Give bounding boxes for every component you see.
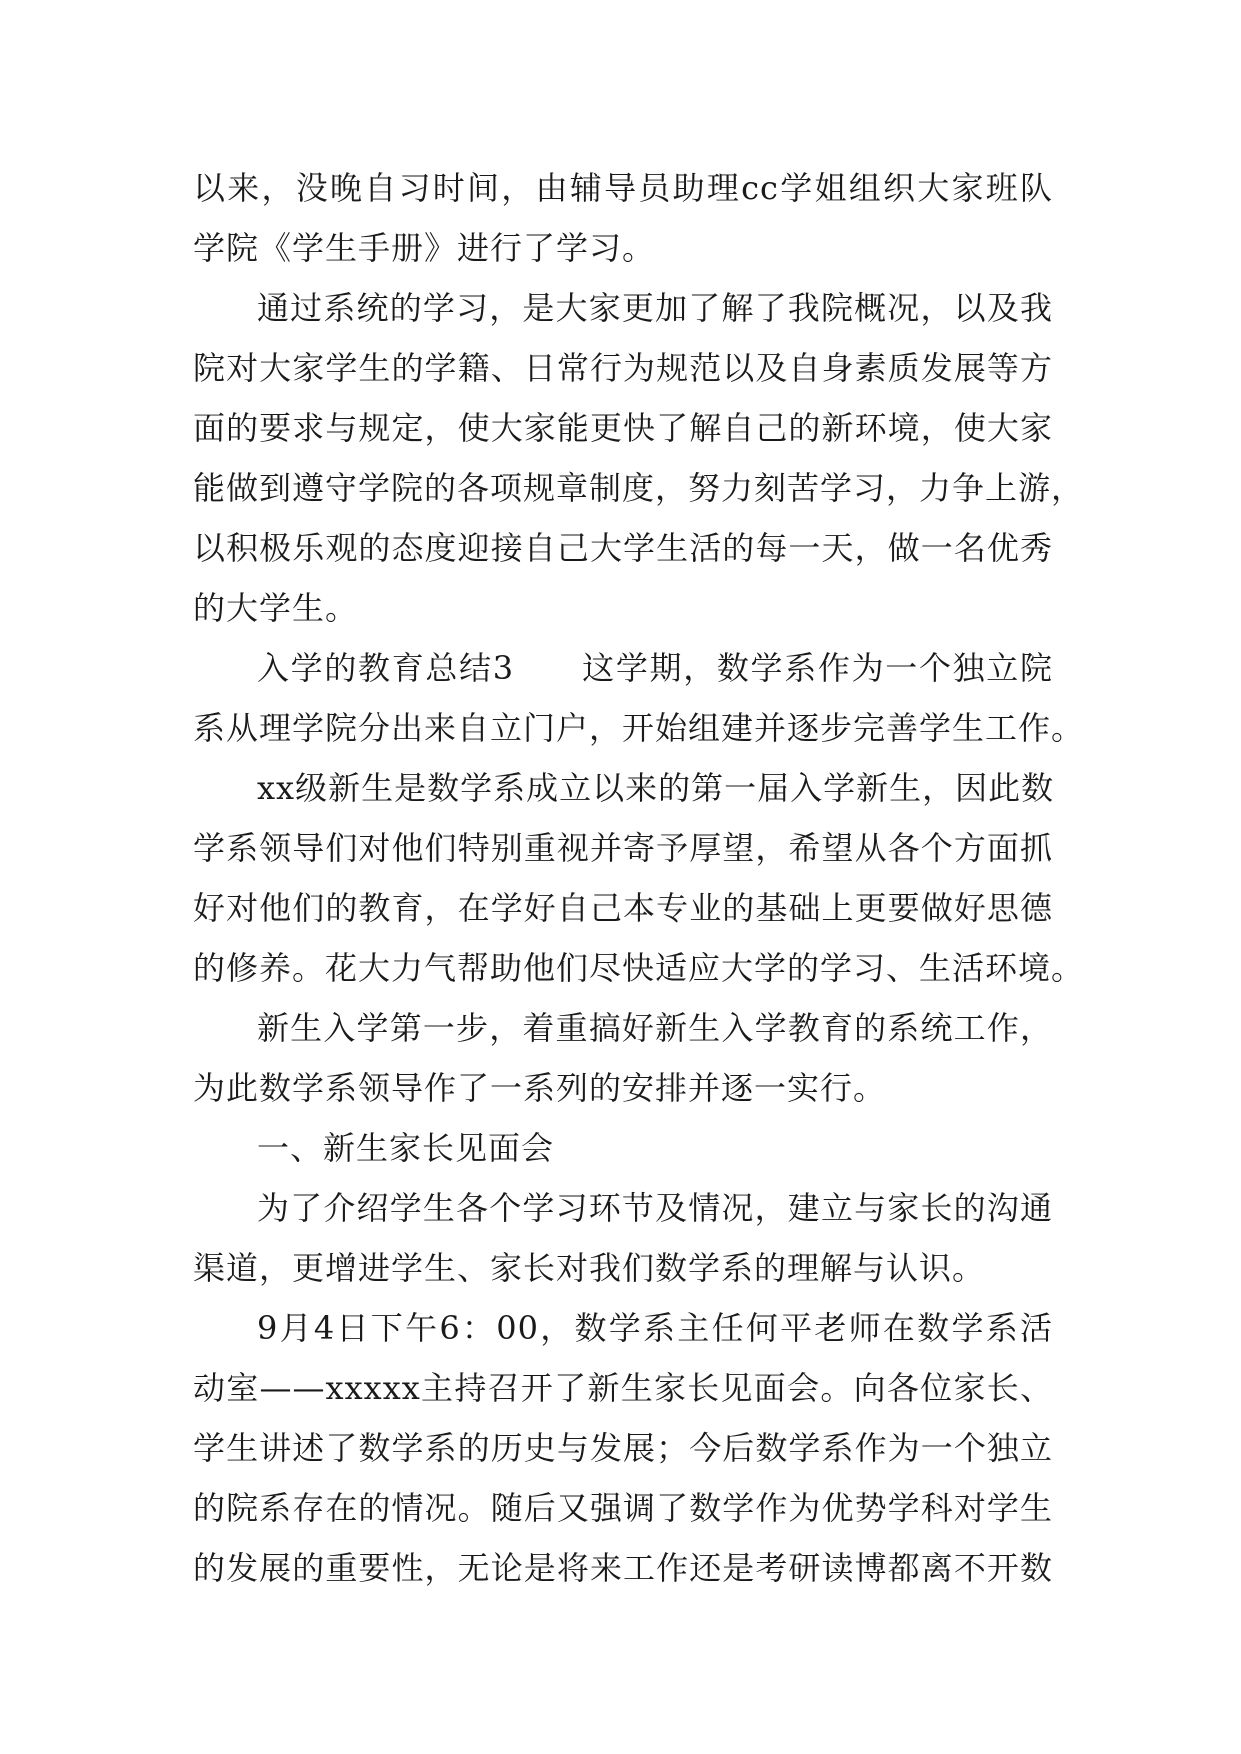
text-line: 学生讲述了数学系的历史与发展；今后数学系作为一个独立: [193, 1429, 1053, 1467]
section-heading: 一、新生家长见面会: [257, 1129, 555, 1167]
text-line: 新生入学第一步，着重搞好新生入学教育的系统工作，: [257, 1009, 1053, 1047]
text-line: 为此数学系领导作了一系列的安排并逐一实行。: [193, 1069, 887, 1107]
text-line: 9月4日下午6：00，数学系主任何平老师在数学系活: [257, 1309, 1053, 1347]
text-line: 院对大家学生的学籍、日常行为规范以及自身素质发展等方: [193, 349, 1053, 387]
text-line: 的院系存在的情况。随后又强调了数学作为优势学科对学生: [193, 1489, 1053, 1527]
text-line: 以积极乐观的态度迎接自己大学生活的每一天，做一名优秀: [193, 529, 1053, 567]
text-line: 通过系统的学习，是大家更加了解了我院概况，以及我: [257, 289, 1053, 327]
text-line: xx级新生是数学系成立以来的第一届入学新生，因此数: [257, 769, 1055, 807]
text-line: 的修养。花大力气帮助他们尽快适应大学的学习、生活环境。: [193, 949, 1085, 987]
text-line: 的发展的重要性，无论是将来工作还是考研读博都离不开数: [193, 1549, 1053, 1587]
text-line: 学院《学生手册》进行了学习。: [193, 229, 656, 267]
document-body: [193, 158, 1085, 1598]
text-line: 系从理学院分出来自立门户，开始组建并逐步完善学生工作。: [193, 709, 1085, 747]
text-line: 入学的教育总结3 这学期，数学系作为一个独立院: [257, 649, 1053, 687]
text-line: 以来，没晚自习时间，由辅导员助理cc学姐组织大家班队: [193, 169, 1053, 207]
text-line: 的大学生。: [193, 589, 359, 627]
text-line: 好对他们的教育，在学好自己本专业的基础上更要做好思德: [193, 889, 1053, 927]
text-line: 为了介绍学生各个学习环节及情况，建立与家长的沟通: [257, 1189, 1053, 1227]
text-line: 面的要求与规定，使大家能更快了解自己的新环境，使大家: [193, 409, 1053, 447]
text-line: 能做到遵守学院的各项规章制度，努力刻苦学习，力争上游，: [193, 469, 1085, 507]
text-line: 学系领导们对他们特别重视并寄予厚望，希望从各个方面抓: [193, 829, 1053, 867]
text-line: 渠道，更增进学生、家长对我们数学系的理解与认识。: [193, 1249, 986, 1287]
text-line: 动室——xxxxx主持召开了新生家长见面会。向各位家长、: [193, 1369, 1053, 1407]
